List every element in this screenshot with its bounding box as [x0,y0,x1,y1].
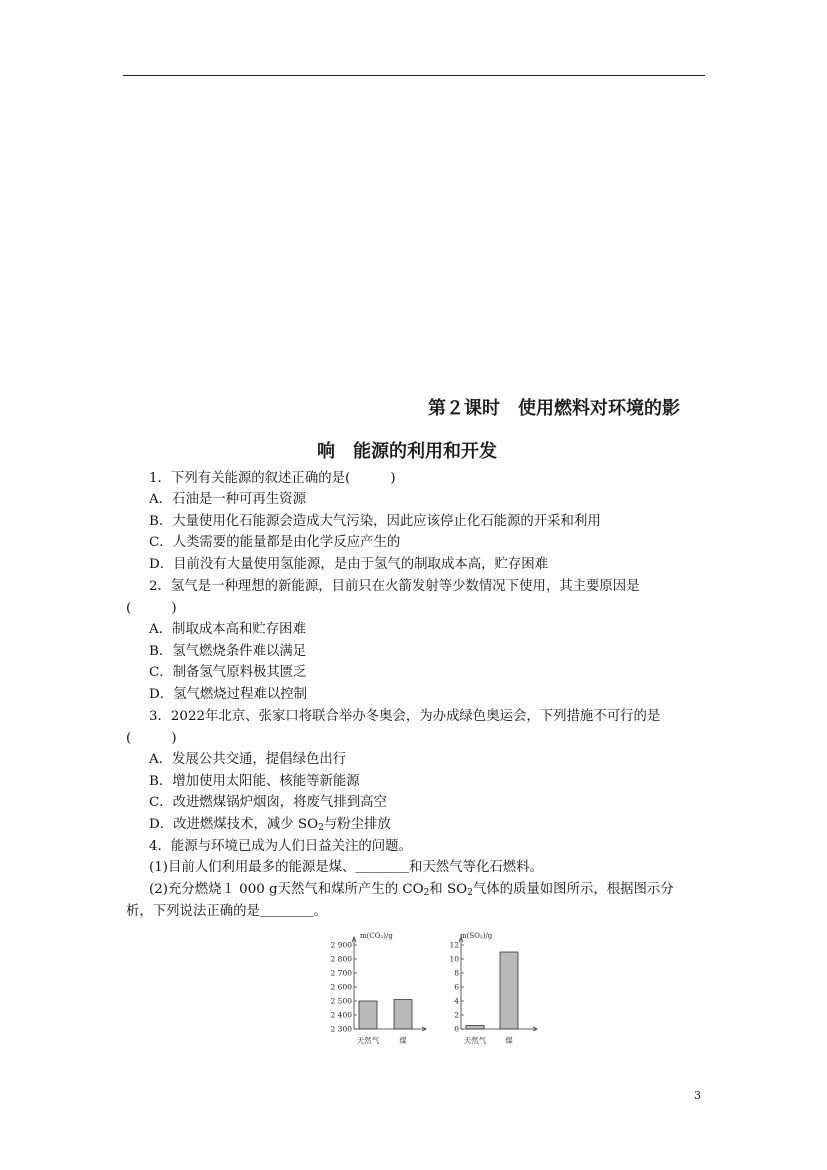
q4-stem: 4．能源与环境已成为人们日益关注的问题。 [149,839,412,854]
co2-bar-chart [318,926,438,1050]
co2-subscript: 2 [423,888,430,898]
q3-option-d-tail: 与粉尘排放 [323,817,391,832]
so2-category-label: 天然气 [463,1036,487,1045]
co2-category-label: 天然气 [356,1036,380,1045]
co2-y-tick-label: 2 300 [330,1024,352,1034]
q1-option-a: A．石油是一种可再生资源 [149,492,306,507]
co2-y-axis-label: m(CO₂)/g [360,932,393,940]
so2-y-tick-label: 6 [454,982,459,992]
so2-y-tick-label: 8 [454,968,459,978]
so2-y-tick-label: 12 [449,940,459,950]
q1-stem: 1．下列有关能源的叙述正确的是( ) [149,471,396,486]
lesson-title-line2: 响 能源的利用和开发 [317,441,497,462]
q1-option-c: C．人类需要的能量都是由化学反应产生的 [149,535,401,550]
page-number: 3 [694,1089,701,1102]
q4-part2-tail: 气体的质量如图所示，根据图示分 [472,882,674,897]
so2-y-tick-label: 2 [454,1010,459,1020]
co2-y-tick-label: 2 400 [330,1010,352,1020]
lesson-title-line1: 第２课时 使用燃料对环境的影 [428,398,680,419]
so2-y-tick-label: 4 [454,996,459,1006]
q2-option-c: C．制备氢气原料极其匮乏 [149,665,307,680]
q2-stem: 2．氢气是一种理想的新能源，目前只在火箭发射等少数情况下使用，其主要原因是 [149,579,640,594]
q1-option-b: B．大量使用化石能源会造成大气污染，因此应该停止化石能源的开采和利用 [149,514,601,529]
so2-y-tick-label: 10 [449,954,459,964]
co2-y-tick-label: 2 700 [330,968,352,978]
q4-part2-text: (2)充分燃烧１ 000 g天然气和煤所产生的 CO [149,882,424,897]
so2-bar-2 [500,952,518,1029]
so2-y-tick-label: 0 [454,1024,459,1034]
q3-option-c: C．改进燃煤锅炉烟囱，将废气排到高空 [149,795,387,810]
q3-option-d [149,817,391,836]
q3-option-a: A．发展公共交通，提倡绿色出行 [149,752,347,767]
co2-bar-1 [359,1001,377,1029]
co2-y-tick-label: 2 600 [330,982,352,992]
q2-stem-bracket: ( ) [126,601,177,616]
header-rule [123,75,705,76]
co2-bar-2 [394,1000,412,1029]
co2-y-tick-label: 2 800 [330,954,352,964]
q3-option-b: B．增加使用太阳能、核能等新能源 [149,774,360,789]
so2-bar-1 [466,1026,484,1030]
q4-part2 [149,882,674,901]
q3-stem: 3．2022年北京、张家口将联合举办冬奥会，为办成绿色奥运会，下列措施不可行的是 [149,709,661,724]
q4-part2-mid: 和 SO [429,882,468,897]
q3-option-d-text: D．改进燃煤技术，减少 SO [149,817,319,832]
co2-category-label: 煤 [399,1036,407,1045]
q3-stem-bracket: ( ) [126,731,177,746]
co2-y-tick-label: 2 500 [330,996,352,1006]
q1-option-d: D．目前没有大量使用氢能源，是由于氢气的制取成本高，贮存困难 [149,557,549,572]
q4-part2-line2: 析，下列说法正确的是＿＿＿＿。 [126,904,327,919]
so2-bar-chart [442,926,547,1050]
so2-category-label: 煤 [505,1036,513,1045]
so2-subscript: 2 [318,823,324,833]
co2-y-tick-label: 2 900 [330,940,352,950]
q2-option-a: A．制取成本高和贮存困难 [149,622,306,637]
q2-option-b: B．氢气燃烧条件难以满足 [149,644,307,659]
so2-subscript: 2 [467,888,473,898]
so2-y-axis-label: m(SO₂)/g [460,932,493,940]
q2-option-d: D．氢气燃烧过程难以控制 [149,687,308,702]
q4-part1: (1)目前人们利用最多的能源是煤、＿＿＿＿和天然气等化石燃料。 [149,860,543,875]
